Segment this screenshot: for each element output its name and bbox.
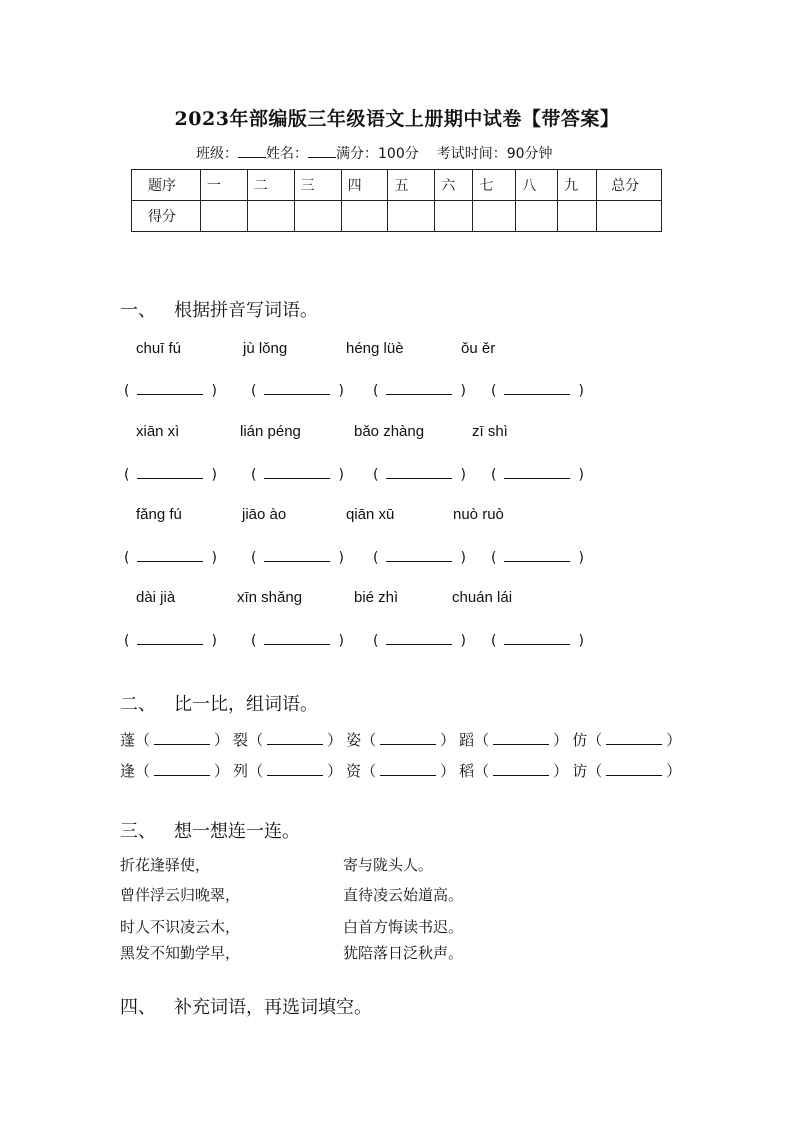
answer-blank[interactable]: ( ) xyxy=(491,467,584,483)
section-title: 根据拼音写词语。 xyxy=(174,300,318,321)
pinyin: fǎng fú xyxy=(136,506,182,523)
section-number: 二、 xyxy=(120,694,156,715)
score-table xyxy=(131,169,662,232)
answer-blank[interactable]: ( ) xyxy=(373,550,466,566)
score-col-header: 一 xyxy=(200,170,247,201)
compare-row-2 xyxy=(120,760,685,781)
pinyin: jù lǒng xyxy=(243,340,288,357)
score-col-header: 六 xyxy=(435,170,473,201)
section-number: 一、 xyxy=(120,300,156,321)
score-col-header: 九 xyxy=(558,170,597,201)
pinyin: chuī fú xyxy=(136,340,182,357)
char-blank[interactable]: 蓬（ ） xyxy=(120,731,230,749)
answer-blank[interactable]: ( ) xyxy=(373,633,466,649)
name-label: 姓名： xyxy=(266,146,308,162)
section-title: 想一想连一连。 xyxy=(174,821,300,842)
page-title: 2023年部编版三年级语文上册期中试卷【带答案】 xyxy=(174,108,620,130)
score-col-header: 二 xyxy=(247,170,294,201)
score-cell[interactable] xyxy=(388,201,435,232)
char-blank[interactable]: 列（ ） xyxy=(233,762,343,780)
char-blank[interactable]: 姿（ ） xyxy=(346,731,456,749)
score-cell[interactable] xyxy=(597,201,662,232)
section-number: 三、 xyxy=(120,821,156,842)
score-cell[interactable] xyxy=(341,201,388,232)
answer-blank[interactable]: ( ) xyxy=(491,633,584,649)
poem-line-left[interactable]: 时人不识凌云木， xyxy=(120,918,241,936)
char-blank[interactable]: 资（ ） xyxy=(346,762,456,780)
answer-blank[interactable]: ( ) xyxy=(251,383,344,399)
score-cell[interactable] xyxy=(473,201,516,232)
class-label: 班级： xyxy=(196,146,238,162)
poem-line-right[interactable]: 寄与陇头人。 xyxy=(343,856,434,874)
answer-blank[interactable]: ( ) xyxy=(124,467,217,483)
score-col-header: 四 xyxy=(341,170,388,201)
answer-blank[interactable]: ( ) xyxy=(251,467,344,483)
pinyin: héng lüè xyxy=(346,340,404,357)
poem-line-left[interactable]: 黑发不知勤学早， xyxy=(120,944,241,962)
pinyin: zī shì xyxy=(472,423,508,440)
score-cell[interactable] xyxy=(435,201,473,232)
answer-blank[interactable]: ( ) xyxy=(491,550,584,566)
section-4-heading xyxy=(120,993,372,1019)
section-title: 比一比，组词语。 xyxy=(174,694,318,715)
pinyin: xīn shǎng xyxy=(237,589,303,606)
section-title: 补充词语，再选词填空。 xyxy=(174,997,372,1018)
score-col-header: 八 xyxy=(516,170,558,201)
char-blank[interactable]: 稻（ ） xyxy=(459,762,569,780)
answer-blank[interactable]: ( ) xyxy=(491,383,584,399)
score-cell[interactable] xyxy=(200,201,247,232)
poem-line-left[interactable]: 曾伴浮云归晚翠， xyxy=(120,886,241,904)
poem-line-left[interactable]: 折花逢驿使， xyxy=(120,856,211,874)
pinyin: nuò ruò xyxy=(453,506,504,523)
pinyin: bié zhì xyxy=(354,589,399,606)
answer-blank[interactable]: ( ) xyxy=(124,633,217,649)
answer-blank[interactable]: ( ) xyxy=(373,383,466,399)
answer-blank[interactable]: ( ) xyxy=(251,550,344,566)
score-col-header: 七 xyxy=(473,170,516,201)
pinyin: dài jià xyxy=(136,589,176,606)
class-blank[interactable] xyxy=(238,145,266,158)
score-cell[interactable] xyxy=(516,201,558,232)
score-table-score-row xyxy=(132,201,662,232)
answer-blank[interactable]: ( ) xyxy=(373,467,466,483)
score-table-header-row xyxy=(132,170,662,201)
score-cell[interactable] xyxy=(294,201,341,232)
pinyin: bǎo zhàng xyxy=(354,423,425,440)
score-row-label: 得分 xyxy=(132,201,201,232)
char-blank[interactable]: 蹈（ ） xyxy=(459,731,569,749)
section-2-heading xyxy=(120,690,318,716)
section-number: 四、 xyxy=(120,997,156,1018)
pinyin: ǒu ěr xyxy=(461,340,496,357)
score-table-header-label: 题序 xyxy=(132,170,201,201)
score-col-header: 五 xyxy=(388,170,435,201)
pinyin: qiān xū xyxy=(346,506,395,523)
exam-time-label: 考试时间：90分钟 xyxy=(436,146,553,162)
char-blank[interactable]: 裂（ ） xyxy=(233,731,343,749)
score-cell[interactable] xyxy=(247,201,294,232)
char-blank[interactable]: 逢（ ） xyxy=(120,762,230,780)
section-3-heading xyxy=(120,817,300,843)
answer-blank[interactable]: ( ) xyxy=(251,633,344,649)
compare-row-1 xyxy=(120,729,685,750)
score-col-header: 三 xyxy=(294,170,341,201)
name-blank[interactable] xyxy=(308,145,336,158)
char-blank[interactable]: 仿（ ） xyxy=(572,731,682,749)
pinyin: xiān xì xyxy=(136,423,180,440)
poem-line-right[interactable]: 犹陪落日泛秋声。 xyxy=(343,944,464,962)
pinyin: jiāo ào xyxy=(242,506,287,523)
pinyin: chuán lái xyxy=(452,589,513,606)
answer-blank[interactable]: ( ) xyxy=(124,383,217,399)
answer-blank[interactable]: ( ) xyxy=(124,550,217,566)
score-col-header: 总分 xyxy=(597,170,662,201)
char-blank[interactable]: 访（ ） xyxy=(572,762,682,780)
poem-line-right[interactable]: 直待凌云始道高。 xyxy=(343,886,464,904)
full-score-label: 满分：100分 xyxy=(336,146,419,162)
score-cell[interactable] xyxy=(558,201,597,232)
section-1-heading xyxy=(120,296,318,322)
student-info-line xyxy=(196,143,553,163)
poem-line-right[interactable]: 白首方悔读书迟。 xyxy=(343,918,464,936)
pinyin: lián péng xyxy=(240,423,301,440)
